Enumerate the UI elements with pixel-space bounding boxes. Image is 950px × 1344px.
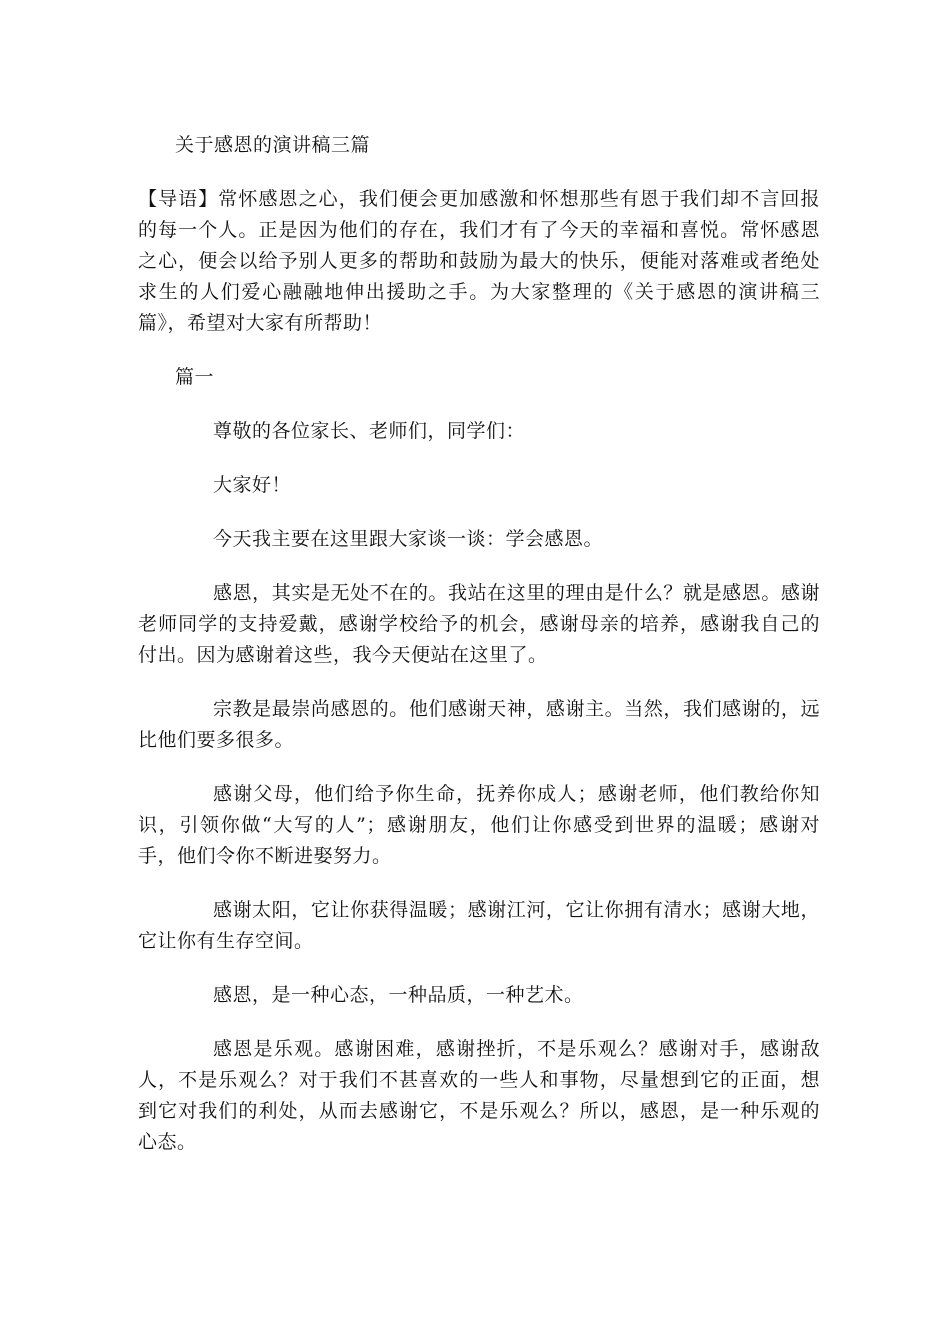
body-paragraph: 感恩，是一种心态，一种品质，一种艺术。 (213, 984, 584, 1006)
body-paragraph: 感恩，其实是无处不在的。我站在这里的理由是什么？就是感恩。感谢老师同学的支持爱戴，感谢学校给予的机会，感谢母亲的培养，感谢我自己的付出。因为感谢着这些，我今天便站在这里了。 (138, 582, 820, 666)
body-paragraph: 感恩是乐观。感谢困难，感谢挫折，不是乐观么？感谢对手，感谢敌人，不是乐观么？对于我们不甚喜欢的一些人和事物，尽量想到它的正面，想到它对我们的利处，从而去感谢它，不是乐观么？所以，感恩，是一种乐观的心态。 (138, 1038, 820, 1153)
body-paragraph: 宗教是最崇尚感恩的。他们感谢天神，感谢主。当然，我们感谢的，远比他们要多很多。 (138, 698, 820, 751)
section-heading: 篇一 (175, 366, 215, 388)
body-paragraph: 感谢太阳，它让你获得温暖；感谢江河，它让你拥有清水；感谢大地，它让你有生存空间。 (138, 899, 820, 952)
body-paragraph: 感谢父母，他们给予你生命，抚养你成人；感谢老师，他们教给你知识，引领你做“大写的人”；感谢朋友，他们让你感受到世界的温暖；感谢对手，他们令你不断进娶努力。 (138, 783, 820, 867)
body-paragraph: 今天我主要在这里跟大家谈一谈：学会感恩。 (213, 528, 604, 550)
greeting-paragraph: 大家好！ (213, 474, 292, 496)
document-title: 关于感恩的演讲稿三篇 (175, 134, 371, 156)
salutation-paragraph: 尊敬的各位家长、老师们，同学们： (213, 420, 526, 442)
intro-paragraph: 【导语】常怀感恩之心，我们便会更加感激和怀想那些有恩于我们却不言回报的每一个人。正是因为他们的存在，我们才有了今天的幸福和喜悦。常怀感恩之心，便会以给予别人更多的帮助和鼓励为最大的快乐，便能对落难或者绝处求生的人们爱心融融地伸出援助之手。为大家整理的《关于感恩的演讲稿三篇》，希望对大家有所帮助！ (138, 188, 820, 334)
document-body (138, 130, 820, 1181)
